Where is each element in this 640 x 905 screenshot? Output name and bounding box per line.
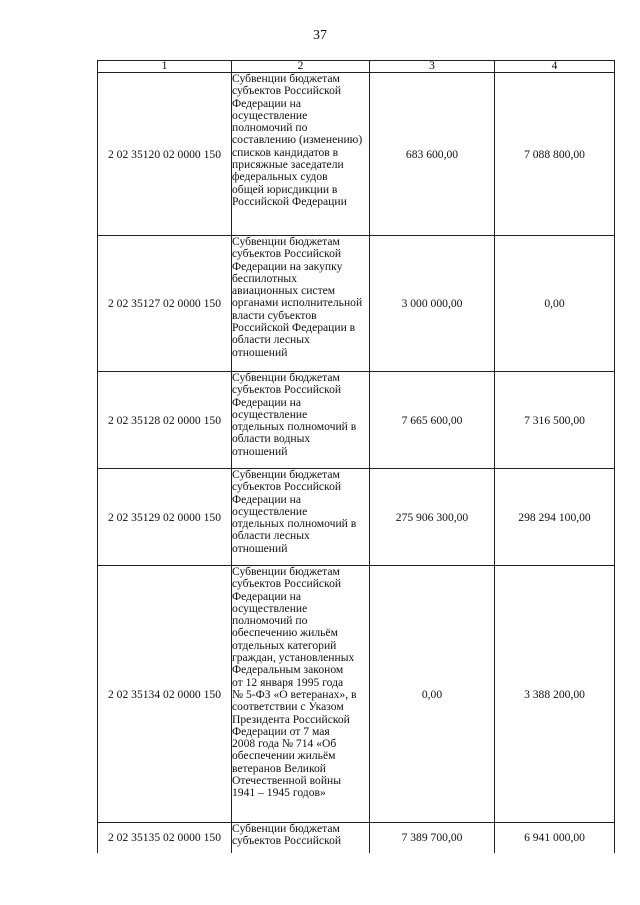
budget-code-cell: 2 02 35120 02 0000 150: [98, 73, 232, 236]
description-line: Федерации от 7 мая: [232, 724, 330, 738]
description-line: от 12 января 1995 года: [232, 675, 344, 689]
description-line: Федеральным законом: [232, 663, 344, 677]
description-cell: [232, 823, 370, 853]
amount-col3-cell: 275 906 300,00: [370, 469, 495, 566]
description-line: Российской Федерации в: [232, 321, 356, 335]
amount-col3-cell: 7 665 600,00: [370, 372, 495, 469]
description-line: федеральных судов: [232, 170, 328, 184]
amount-col3-cell: 7 389 700,00: [370, 823, 495, 853]
description-line: отношений: [232, 345, 288, 359]
description-line: области лесных: [232, 529, 310, 543]
description-line: ветеранов Великой: [232, 761, 326, 775]
table-row: [98, 73, 615, 236]
amount-col4-cell: 298 294 100,00: [495, 469, 615, 566]
header-row: [98, 61, 615, 73]
description-line: Субвенции бюджетам: [232, 468, 340, 481]
description-line: № 5-ФЗ «О ветеранах», в: [232, 687, 357, 701]
table-row: [98, 566, 615, 823]
amount-col4-cell: 6 941 000,00: [495, 823, 615, 853]
description-line: списков кандидатов в: [232, 145, 339, 159]
description-line: Субвенции бюджетам: [232, 371, 340, 384]
description-line: обеспечении жильём: [232, 749, 336, 763]
table-row: [98, 236, 615, 372]
table-row: [98, 372, 615, 469]
description-line: обеспечению жильём: [232, 626, 338, 640]
description-line: осуществление: [232, 407, 308, 421]
description-line: субъектов Российской: [232, 577, 342, 591]
column-header-2: 2: [232, 61, 370, 73]
description-line: беспилотных: [232, 271, 298, 285]
description-line: Федерации на: [232, 492, 302, 506]
description-line: Субвенции бюджетам: [232, 565, 340, 578]
description-line: соответствии с Указом: [232, 700, 344, 714]
amount-col4-cell: 7 316 500,00: [495, 372, 615, 469]
table-row: [98, 469, 615, 566]
description-line: полномочий по: [232, 121, 308, 135]
description-line: 1941 – 1945 годов»: [232, 786, 326, 800]
description-line: отдельных категорий: [232, 638, 337, 652]
description-line: Субвенции бюджетам: [232, 822, 340, 835]
description-line: полномочий по: [232, 614, 308, 628]
amount-col3-cell: 0,00: [370, 566, 495, 823]
description-line: Российской Федерации: [232, 194, 347, 208]
description-line: отдельных полномочий в: [232, 420, 357, 434]
budget-table: [97, 60, 615, 853]
description-line: осуществление: [232, 601, 308, 615]
description-cell: [232, 372, 370, 469]
description-line: присяжные заседатели: [232, 158, 344, 172]
description-line: субъектов Российской: [232, 480, 342, 494]
amount-col3-cell: 3 000 000,00: [370, 236, 495, 372]
description-line: Федерации на: [232, 96, 302, 110]
description-cell: [232, 469, 370, 566]
column-header-4: 4: [495, 61, 615, 73]
description-line: 2008 года № 714 «Об: [232, 737, 337, 751]
description-line: составлению (изменению): [232, 133, 363, 147]
description-line: Президента Российской: [232, 712, 350, 726]
description-line: отдельных полномочий в: [232, 517, 357, 531]
description-line: Федерации на закупку: [232, 259, 343, 273]
amount-col4-cell: 7 088 800,00: [495, 73, 615, 236]
budget-code-cell: 2 02 35134 02 0000 150: [98, 566, 232, 823]
description-line: Субвенции бюджетам: [232, 235, 340, 248]
description-line: органами исполнительной: [232, 296, 363, 310]
amount-col3-cell: 683 600,00: [370, 73, 495, 236]
description-line: Федерации на: [232, 395, 302, 409]
description-line: авиационных систем: [232, 284, 336, 298]
description-line: субъектов Российской: [232, 247, 342, 261]
budget-code-cell: 2 02 35135 02 0000 150: [98, 823, 232, 853]
description-line: субъектов Российской: [232, 834, 342, 848]
description-line: осуществление: [232, 504, 308, 518]
description-line: общей юрисдикции в: [232, 182, 338, 196]
description-line: области лесных: [232, 333, 310, 347]
description-line: граждан, установленных: [232, 651, 355, 665]
description-cell: [232, 566, 370, 823]
budget-code-cell: 2 02 35127 02 0000 150: [98, 236, 232, 372]
description-line: области водных: [232, 432, 311, 446]
description-line: субъектов Российской: [232, 84, 342, 98]
description-line: Субвенции бюджетам: [232, 72, 340, 85]
budget-code-cell: 2 02 35129 02 0000 150: [98, 469, 232, 566]
budget-code-cell: 2 02 35128 02 0000 150: [98, 372, 232, 469]
description-line: отношений: [232, 541, 288, 555]
column-header-3: 3: [370, 61, 495, 73]
amount-col4-cell: 0,00: [495, 236, 615, 372]
amount-col4-cell: 3 388 200,00: [495, 566, 615, 823]
description-line: Отечественной войны: [232, 774, 342, 788]
table-header: [98, 61, 615, 73]
table-row: [98, 823, 615, 853]
page-number: 37: [313, 28, 327, 43]
description-line: субъектов Российской: [232, 383, 342, 397]
description-cell: [232, 236, 370, 372]
description-line: осуществление: [232, 108, 308, 122]
description-line: Федерации на: [232, 589, 302, 603]
description-line: власти субъектов: [232, 308, 317, 322]
column-header-1: 1: [98, 61, 232, 73]
description-line: отношений: [232, 444, 288, 458]
description-cell: [232, 73, 370, 236]
table-body: [98, 73, 615, 853]
